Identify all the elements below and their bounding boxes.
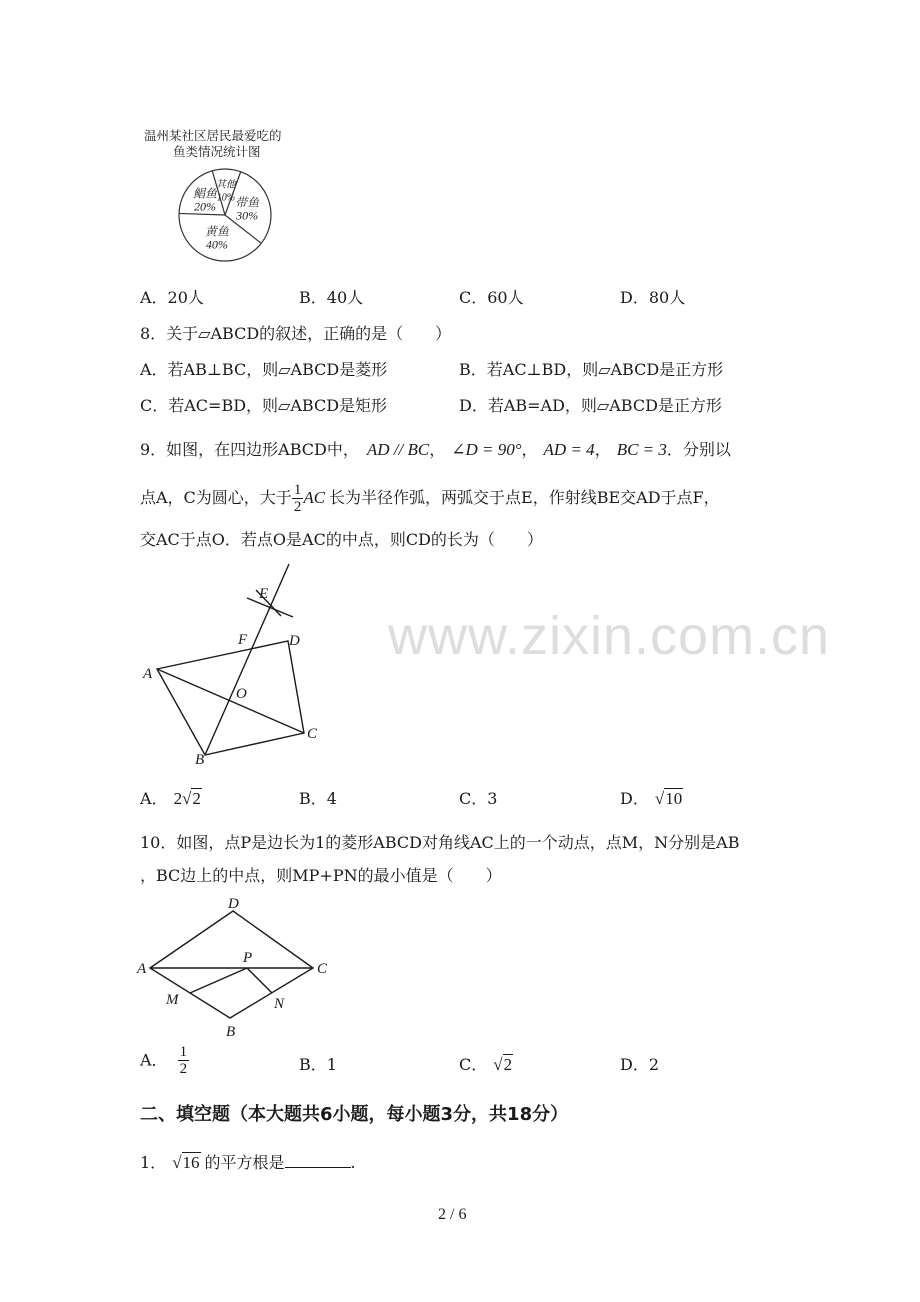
q9-math-angle-d: ∠D = 90° <box>451 440 522 459</box>
q9-line1-text-b: ．分别以 <box>666 440 731 459</box>
q9-option-d <box>620 789 683 809</box>
q9-label-a: A <box>143 666 153 682</box>
q9-math-ad-parallel-bc: AD // BC <box>366 440 430 459</box>
q10-option-c-radicand: 2 <box>503 1055 513 1074</box>
q8-option-c: C．若AC=BD，则▱ABCD是矩形 <box>140 396 388 415</box>
q9-ray-be <box>205 564 289 755</box>
fill-q1-sqrt: √16 <box>172 1153 200 1172</box>
q9-label-c: C <box>307 726 318 742</box>
q10-label-m: M <box>166 992 179 1008</box>
q9-label-b: B <box>195 752 205 768</box>
fill-q1-end: . <box>350 1153 356 1172</box>
pie-slice-percent-3: 40% <box>205 237 228 252</box>
q9-label-d: D <box>289 633 300 649</box>
fill-q1-answer-blank[interactable] <box>285 1151 351 1168</box>
q10-option-a-prefix: A． <box>140 1050 168 1070</box>
q10-option-c-prefix: C． <box>459 1055 488 1074</box>
q10-option-a <box>140 1044 189 1077</box>
pie-slice-boundary-4 <box>179 213 225 215</box>
q9-line3: 交AC于点O．若点O是AC的中点，则CD的长为（ ） <box>140 530 543 549</box>
q9-label-e: E <box>259 586 269 602</box>
q9-fraction-half <box>292 482 304 515</box>
q10-option-d: D．2 <box>620 1055 660 1074</box>
q9-arc-mark-1 <box>247 598 293 617</box>
q9-option-b: B．4 <box>299 789 337 808</box>
q9-math-bc-length: BC = 3 <box>616 440 667 459</box>
watermark: www.zixin.com.cn <box>388 606 831 666</box>
q7-option-d: D．80人 <box>620 288 686 307</box>
q7-option-b: B．40人 <box>299 288 364 307</box>
fill-q1-radicand: 16 <box>182 1153 200 1172</box>
q9-sep3: ， <box>594 440 611 459</box>
q9-option-a-prefix: A． <box>140 789 168 808</box>
q10-label-p: P <box>243 950 253 966</box>
q10-line2: ，BC边上的中点，则MP+PN的最小值是（ ） <box>140 866 502 885</box>
fill-q1 <box>140 1151 356 1173</box>
pie-slice-name-3: 黄鱼 <box>204 224 229 239</box>
q9-sep2: ， <box>521 440 538 459</box>
q8-option-a: A．若AB⊥BC，则▱ABCD是菱形 <box>140 360 388 379</box>
q9-line2-text-b: 长为半径作弧，两弧交于点E，作射线BE交AD于点F， <box>329 488 720 507</box>
q9-diagonal-ac <box>157 669 304 733</box>
q10-label-c: C <box>317 961 328 977</box>
q9-option-a-coef: 2 <box>173 789 183 808</box>
q9-option-d-prefix: D． <box>620 789 649 808</box>
pie-chart-figure <box>140 126 310 266</box>
pie-slice-name-4: 鲳鱼 <box>193 186 218 201</box>
q10-label-b: B <box>226 1024 236 1040</box>
q10-segment-pn <box>247 968 272 993</box>
pie-slice-name-2: 带鱼 <box>235 195 260 210</box>
q10-label-d: D <box>228 896 239 912</box>
q9-math-ac: AC <box>303 488 326 507</box>
q9-line1 <box>140 440 731 460</box>
fill-q1-text: 的平方根是 <box>204 1153 285 1172</box>
q9-line1-text-a: 9．如图，在四边形ABCD中， <box>140 440 359 459</box>
q9-option-c: C．3 <box>459 789 498 808</box>
q7-option-c: C．60人 <box>459 288 524 307</box>
q10-option-a-fraction <box>178 1044 190 1077</box>
q9-math-ad-length: AD = 4 <box>543 440 595 459</box>
pie-title-line2: 鱼类情况统计图 <box>173 144 261 159</box>
q8-stem: 8．关于▱ABCD的叙述，正确的是（ ） <box>140 324 452 343</box>
section2-heading: 二、填空题（本大题共6小题，每小题3分，共18分） <box>140 1104 569 1125</box>
q9-option-a-expr: 2√2 <box>173 789 201 808</box>
q10-option-c-expr: √2 <box>493 1055 513 1074</box>
q10-label-n: N <box>274 996 285 1012</box>
q10-option-b: B．1 <box>299 1055 337 1074</box>
q10-option-a-numerator: 1 <box>179 1044 188 1060</box>
fill-q1-prefix: 1． <box>140 1153 167 1172</box>
pie-slice-percent-2: 30% <box>236 208 259 223</box>
q7-option-a: A．20人 <box>140 288 204 307</box>
q9-line2 <box>140 478 720 518</box>
q10-segment-mp <box>190 968 247 993</box>
q9-label-f: F <box>238 632 248 648</box>
pie-slice-percent-1: 10% <box>216 192 236 204</box>
q9-option-d-radicand: 10 <box>665 789 683 808</box>
q10-rhombus-figure <box>135 893 335 1043</box>
q9-option-a-radicand: 2 <box>192 789 201 808</box>
q10-line1: 10．如图，点P是边长为1的菱形ABCD对角线AC上的一个动点，点M，N分别是AB <box>140 833 740 852</box>
q9-geometry-figure <box>140 560 340 775</box>
q9-label-o: O <box>236 686 247 702</box>
q10-option-a-denominator: 2 <box>179 1061 188 1077</box>
q9-line2-text-a: 点A，C为圆心，大于 <box>140 488 292 507</box>
pie-title-line1: 温州某社区居民最爱吃的 <box>144 128 282 143</box>
q9-frac-numerator: 1 <box>293 482 302 498</box>
q8-option-d: D．若AB=AD，则▱ABCD是正方形 <box>459 396 722 415</box>
q9-option-a <box>140 789 202 809</box>
page-number: 2 / 6 <box>438 1206 467 1223</box>
q9-option-d-expr: √10 <box>654 789 683 808</box>
pie-slice-percent-4: 20% <box>194 199 217 214</box>
pie-slice-name-1: 其他 <box>215 179 236 191</box>
q8-option-b: B．若AC⊥BD，则▱ABCD是正方形 <box>459 360 724 379</box>
q10-label-a: A <box>137 961 147 977</box>
q9-frac-denominator: 2 <box>293 499 302 515</box>
q9-sep1: ， <box>429 440 446 459</box>
q10-option-c <box>459 1055 513 1075</box>
pie-chart <box>140 126 310 266</box>
